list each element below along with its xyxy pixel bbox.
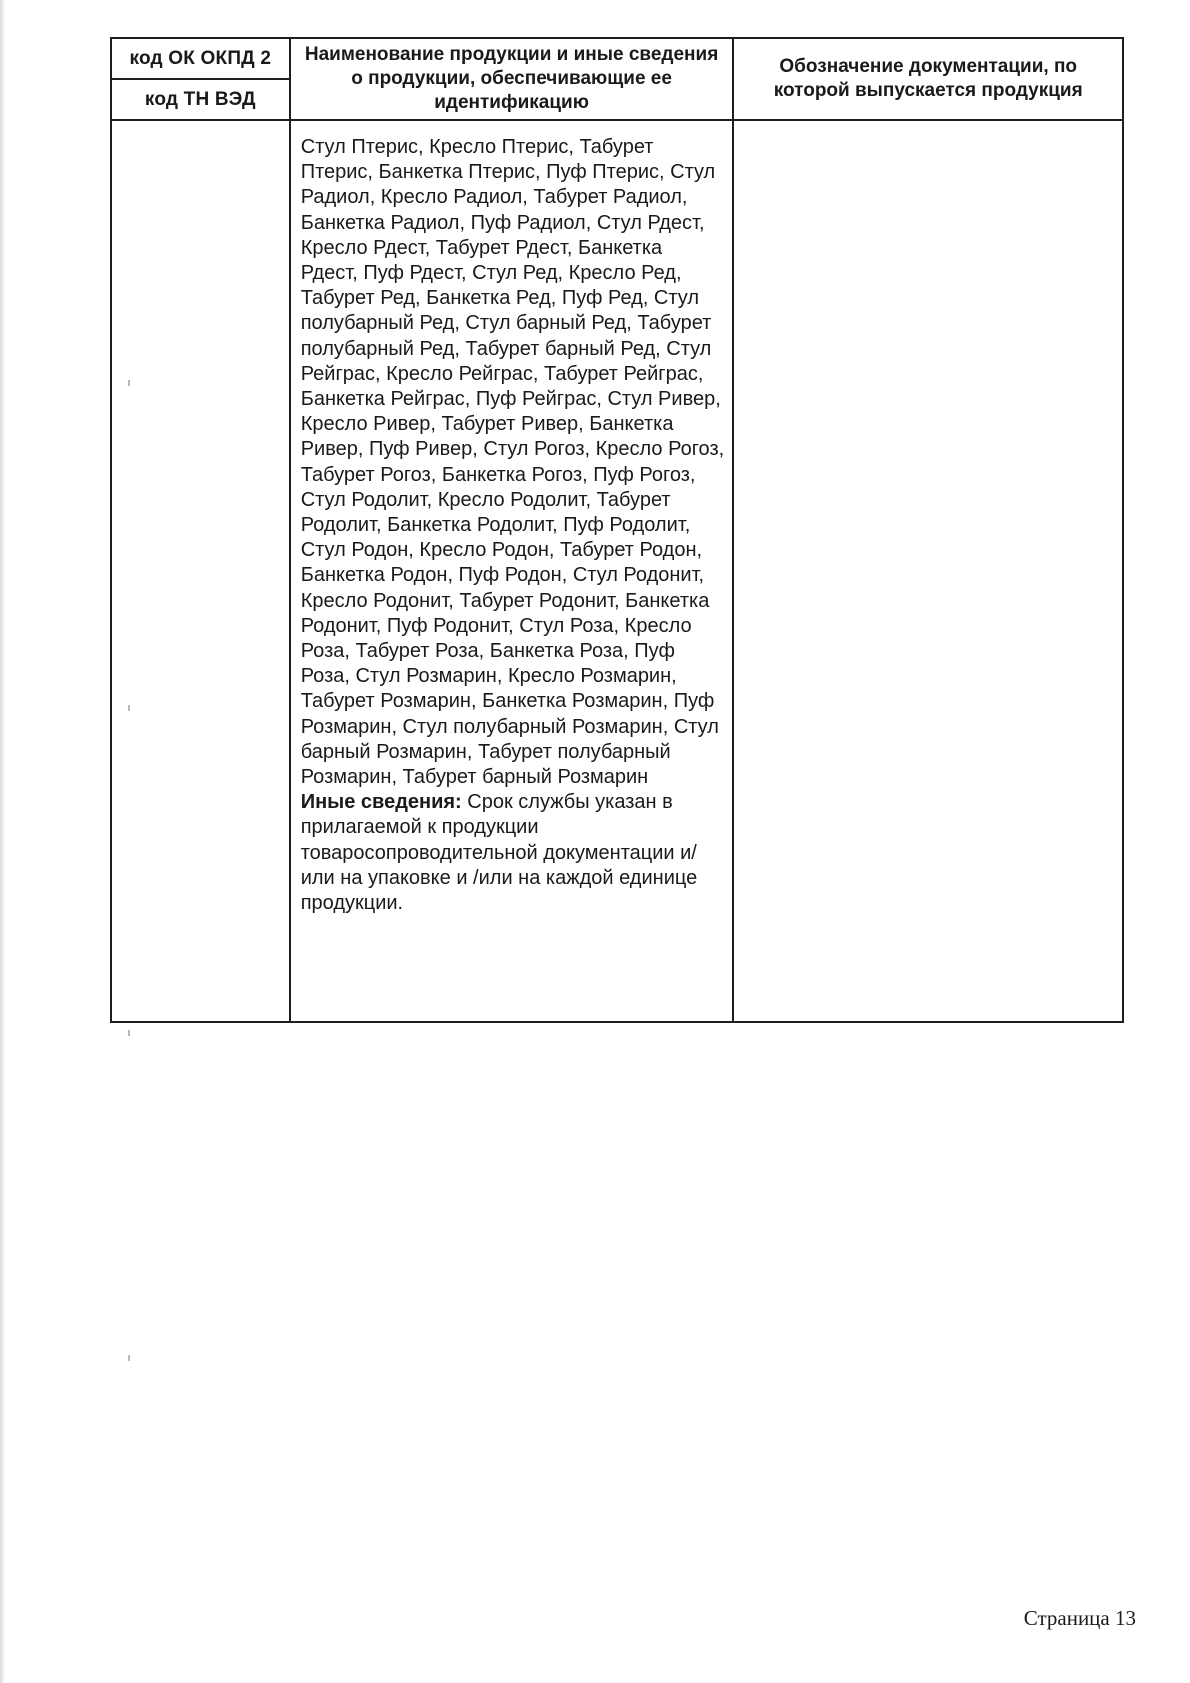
header-code-cell	[111, 38, 290, 120]
header-documentation: Обозначение документации, по которой выпускается продукция	[773, 56, 1083, 101]
product-list-text: Стул Птерис, Кресло Птерис, Табурет Птерис, Банкетка Птерис, Пуф Птерис, Стул Радиол, Кресло Радиол, Табурет Радиол, Банкетка Радиол, Пуф Радиол, Стул Рдест, Кресло Рдест, Табурет Рдест, Банкетка Рдест, Пуф Рдест, Стул Ред, Кресло Ред, Табурет Ред, Банкетка Ред, Пуф Ред, Стул полубарный Ред, Стул барный Ред, Табурет полубарный Ред, Табурет барный Ред, Стул Рейграс, Кресло Рейграс, Табурет Рейграс, Банкетка Рейграс, Пуф Рейграс, Стул Ривер, Кресло Ривер, Табурет Ривер, Банкетка Ривер, Пуф Ривер, Стул Рогоз, Кресло Рогоз, Табурет Рогоз, Банкетка Рогоз, Пуф Рогоз, Стул Родолит, Кресло Родолит, Табурет Родолит, Банкетка Родолит, Пуф Родолит, Стул Родон, Кресло Родон, Табурет Родон, Банкетка Родон, Пуф Родон, Стул Родонит, Кресло Родонит, Табурет Родонит, Банкетка Родонит, Пуф Родонит, Стул Роза, Кресло Роза, Табурет Роза, Банкетка Роза, Пуф Роза, Стул Розмарин, Кресло Розмарин, Табурет Розмарин, Банкетка Розмарин, Пуф Розмарин, Стул полубарный Розмарин, Стул барный Розмарин, Табурет полубарный Розмарин, Табурет барный Розмарин	[300, 136, 725, 789]
table-header-row	[111, 38, 1123, 120]
header-product-name: Наименование продукции и иные сведения о продукции, обеспечивающие ее идентификацию	[304, 44, 719, 113]
header-documentation-cell	[733, 38, 1123, 120]
scan-artifact	[128, 1030, 130, 1036]
scan-artifact	[128, 380, 130, 386]
scan-artifact	[128, 705, 130, 711]
scan-left-edge	[0, 0, 6, 1683]
product-table	[110, 37, 1124, 1023]
header-product-name-cell	[290, 38, 734, 120]
row-products-cell	[290, 120, 734, 1022]
other-info-label: Иные сведения:	[300, 791, 462, 814]
header-code-tnved: код ТН ВЭД	[144, 88, 256, 110]
row-documentation-cell	[733, 120, 1123, 1022]
scan-artifact	[128, 1355, 130, 1361]
other-info-text: Срок службы указан в прилагаемой к продукции товаросопроводительной документации и/или на упаковке и /или на каждой единице продукции.	[300, 791, 698, 915]
other-info	[301, 790, 725, 916]
header-code-okpd: код ОК ОКПД 2	[112, 39, 289, 80]
table-row	[111, 120, 1123, 1022]
row-code-cell	[111, 120, 290, 1022]
page-number: Страница 13	[1023, 1606, 1136, 1630]
